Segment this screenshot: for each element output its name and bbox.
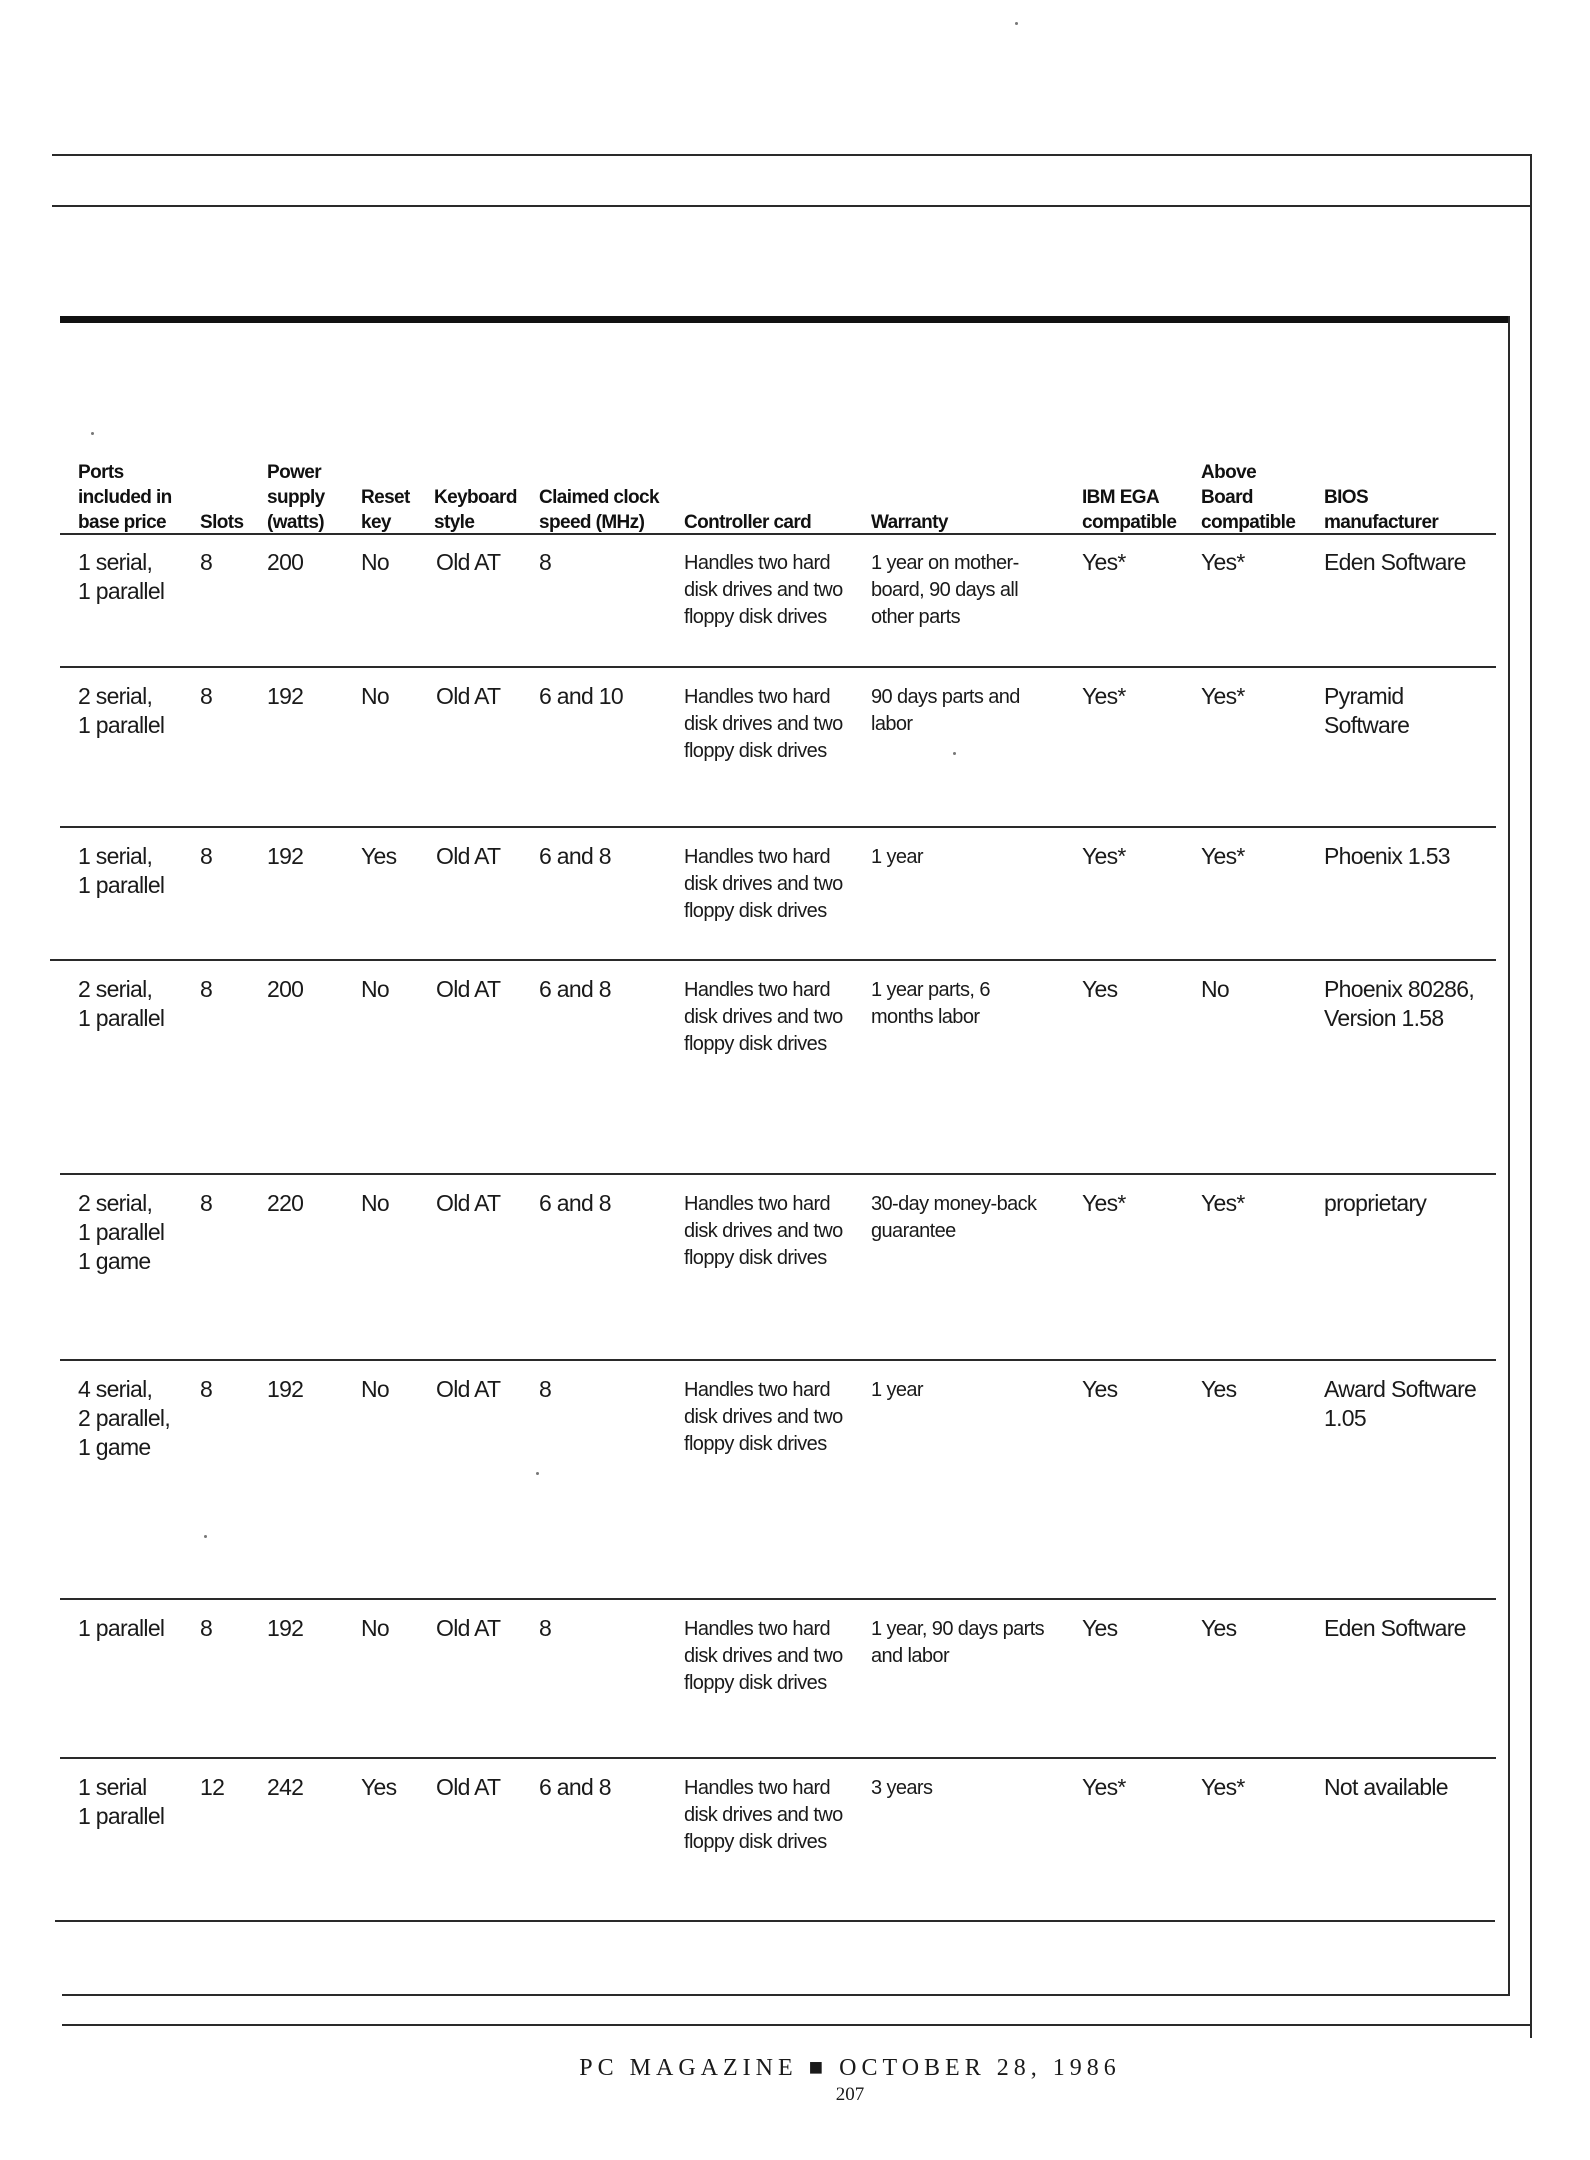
row-separator (60, 1598, 1496, 1600)
table-cell-clock: 6 and 8 (539, 1774, 611, 1800)
table-cell-warranty: 1 year on mother- board, 90 days all other parts (871, 552, 1019, 628)
table-cell-above-board: Yes* (1201, 1190, 1245, 1216)
table-cell-ports: 2 serial, 1 parallel (78, 976, 165, 1031)
page-bottom-rule (62, 2024, 1532, 2026)
table-cell-ibm-ega: Yes* (1082, 549, 1126, 575)
table-cell-above-board: No (1201, 976, 1230, 1002)
top-rule-2 (52, 205, 1532, 207)
table-cell-controller: Handles two hard disk drives and two floppy disk drives (684, 686, 843, 762)
table-cell-power: 200 (267, 976, 304, 1002)
table-cell-ibm-ega: Yes (1082, 1615, 1118, 1641)
table-cell-keyboard: Old AT (436, 1190, 501, 1216)
table-cell-controller: Handles two hard disk drives and two floppy disk drives (684, 552, 843, 628)
table-cell-reset-key: Yes (361, 843, 397, 869)
table-cell-clock: 6 and 8 (539, 976, 611, 1002)
table-cell-clock: 6 and 8 (539, 1190, 611, 1216)
table-cell-slots: 8 (200, 976, 213, 1002)
table-cell-keyboard: Old AT (436, 1774, 501, 1800)
table-cell-clock: 6 and 10 (539, 683, 623, 709)
table-cell-bios: Pyramid Software (1324, 683, 1410, 738)
table-cell-bios: Not available (1324, 1774, 1448, 1800)
table-cell-ports: 2 serial, 1 parallel (78, 683, 165, 738)
table-cell-keyboard: Old AT (436, 1376, 501, 1402)
table-cell-above-board: Yes (1201, 1376, 1237, 1402)
col-header-power-supply: Power supply (watts) (267, 462, 325, 533)
table-cell-ibm-ega: Yes (1082, 976, 1118, 1002)
table-cell-slots: 8 (200, 843, 213, 869)
table-cell-bios: Phoenix 1.53 (1324, 843, 1450, 869)
table-cell-warranty: 1 year, 90 days parts and labor (871, 1618, 1045, 1667)
table-cell-slots: 8 (200, 549, 213, 575)
table-cell-reset-key: No (361, 976, 390, 1002)
table-cell-controller: Handles two hard disk drives and two floppy disk drives (684, 846, 843, 922)
table-cell-reset-key: No (361, 549, 390, 575)
scan-speck (1015, 22, 1018, 25)
table-cell-bios: Eden Software (1324, 549, 1466, 575)
table-cell-reset-key: No (361, 683, 390, 709)
table-cell-power: 220 (267, 1190, 304, 1216)
table-cell-power: 200 (267, 549, 304, 575)
col-header-reset-key: Reset key (361, 487, 410, 533)
table-cell-slots: 12 (200, 1774, 225, 1800)
table-cell-warranty: 1 year (871, 1379, 923, 1401)
table-cell-controller: Handles two hard disk drives and two floppy disk drives (684, 1193, 843, 1269)
table-cell-slots: 8 (200, 683, 213, 709)
table-cell-above-board: Yes* (1201, 843, 1245, 869)
row-separator (50, 959, 1496, 961)
table-cell-slots: 8 (200, 1376, 213, 1402)
table-cell-ports: 1 serial, 1 parallel (78, 549, 165, 604)
table-cell-clock: 8 (539, 1615, 552, 1641)
table-bottom-rule-1 (55, 1920, 1495, 1922)
table-bottom-rule-2 (62, 1994, 1510, 1996)
row-separator (60, 1757, 1496, 1759)
table-cell-controller: Handles two hard disk drives and two floppy disk drives (684, 1379, 843, 1455)
col-header-above-board: Above Board compatible (1201, 462, 1296, 533)
outer-right-border (1530, 154, 1532, 2038)
table-cell-warranty: 3 years (871, 1777, 933, 1799)
table-cell-bios: Phoenix 80286, Version 1.58 (1324, 976, 1475, 1031)
row-separator (60, 666, 1496, 668)
table-cell-power: 192 (267, 683, 304, 709)
publication-footer: PC MAGAZINE ■ OCTOBER 28, 1986 (579, 2055, 1121, 2081)
row-separator (60, 1359, 1496, 1361)
table-cell-warranty: 90 days parts and labor (871, 686, 1020, 735)
col-header-keyboard-style: Keyboard style (434, 487, 517, 533)
table-cell-controller: Handles two hard disk drives and two floppy disk drives (684, 1777, 843, 1853)
col-header-warranty: Warranty (871, 512, 948, 533)
table-cell-ibm-ega: Yes* (1082, 1190, 1126, 1216)
table-cell-ports: 1 serial, 1 parallel (78, 843, 165, 898)
table-cell-ibm-ega: Yes* (1082, 843, 1126, 869)
table-cell-reset-key: No (361, 1615, 390, 1641)
table-cell-keyboard: Old AT (436, 843, 501, 869)
col-header-ibm-ega: IBM EGA compatible (1082, 487, 1177, 533)
table-cell-above-board: Yes (1201, 1615, 1237, 1641)
top-rule-1 (52, 154, 1532, 156)
table-cell-power: 192 (267, 1376, 304, 1402)
table-cell-bios: Eden Software (1324, 1615, 1466, 1641)
scan-speck (204, 1535, 207, 1538)
table-cell-ibm-ega: Yes* (1082, 1774, 1126, 1800)
col-header-bios: BIOS manufacturer (1324, 487, 1439, 533)
table-cell-keyboard: Old AT (436, 976, 501, 1002)
table-cell-keyboard: Old AT (436, 549, 501, 575)
table-cell-ports: 4 serial, 2 parallel, 1 game (78, 1376, 171, 1460)
table-cell-above-board: Yes* (1201, 549, 1245, 575)
table-cell-clock: 8 (539, 549, 552, 575)
table-cell-slots: 8 (200, 1615, 213, 1641)
table-cell-clock: 8 (539, 1376, 552, 1402)
table-cell-keyboard: Old AT (436, 1615, 501, 1641)
table-cell-warranty: 1 year (871, 846, 923, 868)
table-cell-warranty: 1 year parts, 6 months labor (871, 979, 990, 1028)
row-separator (60, 826, 1496, 828)
page-number: 207 (835, 2084, 865, 2105)
table-cell-ibm-ega: Yes (1082, 1376, 1118, 1402)
table-cell-ibm-ega: Yes* (1082, 683, 1126, 709)
row-separator (60, 1173, 1496, 1175)
scan-speck (91, 432, 94, 435)
table-cell-bios: proprietary (1324, 1190, 1427, 1216)
table-cell-reset-key: No (361, 1376, 390, 1402)
table-cell-keyboard: Old AT (436, 683, 501, 709)
col-header-ports: Ports included in base price (78, 462, 172, 533)
table-cell-above-board: Yes* (1201, 1774, 1245, 1800)
col-header-clock-speed: Claimed clock speed (MHz) (539, 487, 659, 533)
scan-speck (953, 752, 956, 755)
table-cell-warranty: 30-day money-back guarantee (871, 1193, 1037, 1242)
table-cell-power: 192 (267, 1615, 304, 1641)
table-cell-ports: 1 parallel (78, 1615, 165, 1641)
table-cell-clock: 6 and 8 (539, 843, 611, 869)
scan-speck (536, 1472, 539, 1475)
table-cell-power: 192 (267, 843, 304, 869)
table-top-thick-rule (60, 316, 1510, 323)
col-header-slots: Slots (200, 512, 244, 533)
table-cell-slots: 8 (200, 1190, 213, 1216)
table-right-border (1508, 316, 1510, 1996)
table-cell-reset-key: Yes (361, 1774, 397, 1800)
col-header-controller-card: Controller card (684, 512, 812, 533)
table-cell-ports: 2 serial, 1 parallel 1 game (78, 1190, 165, 1274)
table-cell-ports: 1 serial 1 parallel (78, 1774, 165, 1829)
table-cell-controller: Handles two hard disk drives and two floppy disk drives (684, 979, 843, 1055)
table-cell-bios: Award Software 1.05 (1324, 1376, 1477, 1431)
table-cell-power: 242 (267, 1774, 304, 1800)
table-cell-above-board: Yes* (1201, 683, 1245, 709)
table-cell-controller: Handles two hard disk drives and two floppy disk drives (684, 1618, 843, 1694)
table-cell-reset-key: No (361, 1190, 390, 1216)
